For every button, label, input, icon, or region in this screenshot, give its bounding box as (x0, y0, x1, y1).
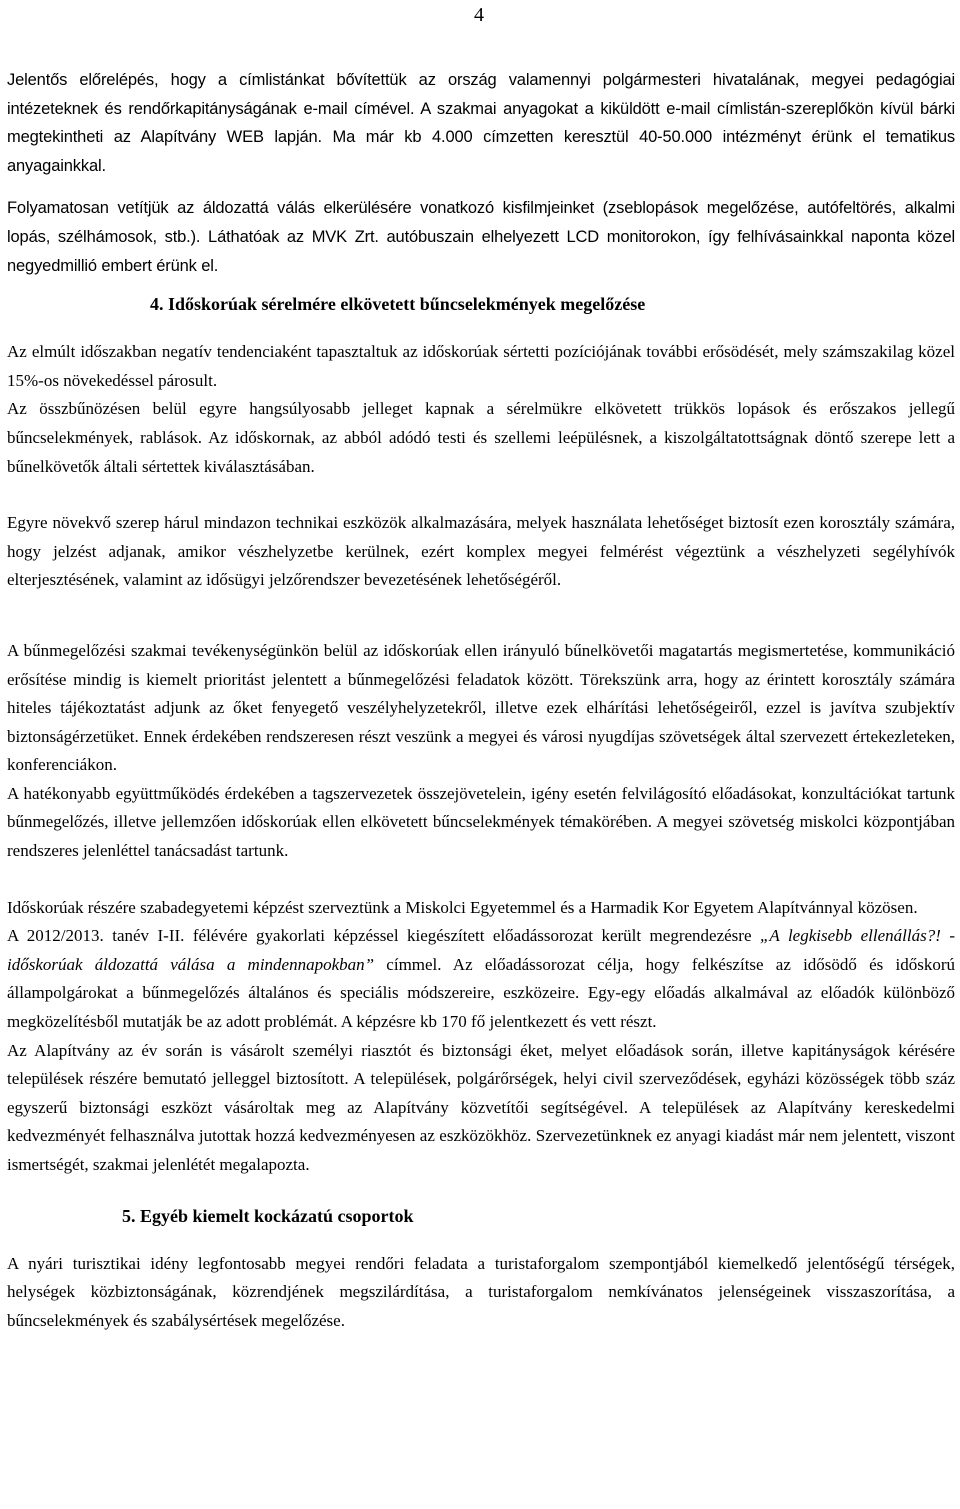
section-4-paragraph-7 (7, 922, 955, 1036)
page-number: 4 (474, 4, 484, 26)
paragraph-7-text-start: A 2012/2013. tanév I-II. félévére gyakorlati képzéssel kiegészített előadássorozat került megrendezésre (7, 926, 760, 946)
intro-paragraph-1: Jelentős előrelépés, hogy a címlistánkat bővítettük az ország valamennyi polgármesteri hivatalának, megyei pedagógiai intézeteknek és rendőrkapitányságának e-mail címével. A szakmai anyagokat a kiküldött e-mail címlistán-szereplőkön kívül bárki megtekintheti az Alapítvány WEB lapján. Ma már kb 4.000 címzetten keresztül 40-50.000 intézményt érünk el tematikus anyagainkkal. (7, 71, 955, 175)
section-4-paragraph-8: Az Alapítvány az év során is vásárolt személyi riasztót és biztonsági éket, melyet előadások során, illetve kapitányságok kérésére települések részére bemutató jelleggel biztosított. A települések, polgárőrségek, helyi civil szerveződések, egyházi közösségek több száz egyszerű biztonsági eszközt vásároltak meg az Alapítvány közvetítői segítségével. A települések az Alapítvány kereskedelmi kedvezményét felhasználva jutottak hozzá kedvezményesen az eszközökhöz. Szervezetünknek ez anyagi kiadást már nem jelentett, viszont ismertségét, szakmai jelenlétét megalapozta. (7, 1040, 955, 1174)
section-4-paragraph-3: Egyre növekvő szerep hárul mindazon technikai eszközök alkalmazására, melyek használata lehetőséget biztosít ezen korosztály számára, hogy jelzést adjanak, amikor vészhelyzetbe kerülnek, ezért komplex megyei felmérést végeztünk a vészhelyzeti segélyhívók elterjesztésének, valamint az idősügyi jelzőrendszer bevezetésének lehetőségéről. (7, 513, 955, 590)
section-4-paragraph-4: A bűnmegelőzési szakmai tevékenységünkön belül az időskorúak ellen irányuló bűnelkövetői magatartás megismertetése, kommunikáció erősítése mindig is kiemelt prioritást jelentett a bűnmegelőzési feladatok között. Törekszünk arra, hogy az érintett korosztály számára hiteles tájékoztatást adjunk az őket fenyegető veszélyhelyzetekről, illetve ezek elhárítási lehetőségeiről, ezzel is javítva szubjektív biztonságérzetüket. Ennek érdekében rendszeresen részt veszünk a megyei és városi nyugdíjas szövetségek által szervezett értekezleteken, konferenciákon. (7, 640, 955, 775)
section-4-paragraph-5: A hatékonyabb együttműködés érdekében a tagszervezetek összejövetelein, igény esetén felvilágosító előadásokat, konzultációkat tartunk bűnmegelőzés, illetve jellemzően időskorúak ellen elkövetett bűncselekmények témakörében. A megyei szövetség miskolci központjában rendszeres jelenléttel tanácsadást tartunk. (7, 783, 955, 861)
paragraph-7-text-end: címmel. Az előadássorozat célja, hogy felkészítse az idősödő és időskorú állampolgárokat a bűnmegelőzés általános és speciális módszereire, eszközeire. Egy-egy előadás alkalmával az előadók különböző megközelítésből mutatják be az adott problémát. A képzésre kb 170 fő jelentkezett és vett részt. (7, 954, 955, 1032)
section-4-paragraph-1: Az elmúlt időszakban negatív tendenciaként tapasztaltuk az időskorúak sértetti pozíciójának további erősödését, mely számszakilag közel 15%-os növekedéssel párosult. (7, 342, 955, 390)
section-4-paragraph-6: Időskorúak részére szabadegyetemi képzést szerveztünk a Miskolci Egyetemmel és a Harmadik Kor Egyetem Alapítvánnyal közösen. (7, 897, 918, 917)
intro-paragraph-2: Folyamatosan vetítjük az áldozattá válás elkerülésére vonatkozó kisfilmjeinket (zseblopások megelőzése, autófeltörés, alkalmi lopás, szélhámosok, stb.). Láthatóak az MVK Zrt. autóbuszain elhelyezett LCD monitorokon, így felhívásainkkal naponta közel negyedmillió embert érünk el. (7, 199, 955, 275)
section-4-heading: 4. Időskorúak sérelmére elkövetett bűncselekmények megelőzése (150, 294, 646, 315)
document-body (7, 66, 955, 1335)
lecture-series-title: „A legkisebb ellenállás?! - időskorúak áldozattá válása a mindennapokban” (7, 926, 956, 974)
section-4-paragraph-2: Az összbűnözésen belül egyre hangsúlyosabb jelleget kapnak a sérelmükre elkövetett trükkös lopások és erőszakos jellegű bűncselekmények, rablások. Az időskornak, az abból adódó testi és szellemi leépülésnek, a kiszolgáltatottságnak döntő szerepe lett a bűnelkövetők általi sértettek kiválasztásában. (7, 399, 955, 476)
section-5-heading: 5. Egyéb kiemelt kockázatú csoportok (122, 1205, 414, 1226)
section-5-paragraph-1: A nyári turisztikai idény legfontosabb megyei rendőri feladata a turistaforgalom szempontjából kiemelkedő jelentőségű térségek, helységek közbiztonságának, közrendjének megszilárdítása, a turistaforgalom nemkívánatos jelenségeinek visszaszorítása, a bűncselekmények és szabálysértések megelőzése. (7, 1253, 955, 1330)
